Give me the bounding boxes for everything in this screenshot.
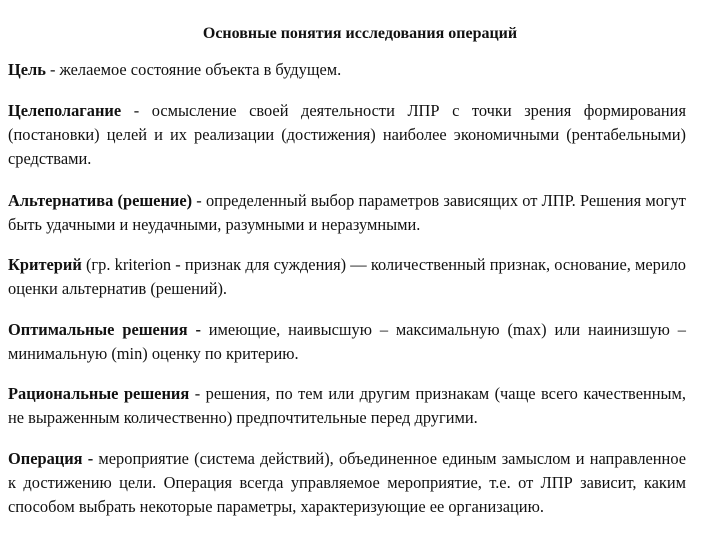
page-title: Основные понятия исследования операций xyxy=(202,25,518,42)
term-goal: Цель xyxy=(8,60,46,79)
definition-rational-solutions xyxy=(8,382,686,430)
definition-goal-text: - желаемое состояние объекта в будущем. xyxy=(45,60,342,79)
definition-alternative-text: - определенный выбор параметров зависящих от ЛПР. Решения могут быть удачными и неудачными, разумными и неразумными. xyxy=(8,191,686,234)
term-criterion: Критерий xyxy=(8,255,82,274)
definition-optimal-solutions-text: имеющие, наивысшую – максимальную (max) или наинизшую – минимальную (min) оценку по критерию. xyxy=(8,320,686,363)
definition-operation xyxy=(8,447,686,519)
definition-criterion xyxy=(8,253,686,301)
definition-alternative xyxy=(8,189,686,237)
definition-optimal-solutions xyxy=(8,318,686,366)
definition-goal-setting-text: - осмысление своей деятельности ЛПР с точки зрения формирования (постановки) целей и их реализации (достижения) наиболее экономичными (рентабельными) средствами. xyxy=(8,101,686,168)
term-optimal-solutions: Оптимальные решения - xyxy=(8,320,201,339)
term-alternative: Альтернатива (решение) xyxy=(8,191,193,210)
definition-rational-solutions-text: - решения, по тем или другим признакам (чаще всего качественным, не выраженным количественно) предпочтительные перед другими. xyxy=(8,384,686,427)
definition-goal-setting xyxy=(8,99,686,171)
definition-criterion-text: (гр. kriterion - признак для суждения) — количественный признак, основание, мерило оценки альтернатив (решений). xyxy=(8,255,686,298)
term-rational-solutions: Рациональные решения xyxy=(8,384,190,403)
term-goal-setting: Целеполагание xyxy=(8,101,122,120)
term-operation: Операция - xyxy=(8,449,94,468)
definition-goal xyxy=(8,58,686,82)
definition-operation-text: мероприятие (система действий), объединенное единым замыслом и направленное к достижению цели. Операция всегда управляемое мероприятие, т.е. от ЛПР зависит, каким способом выбрать некоторые параметры, характеризующие ее организацию. xyxy=(8,449,686,516)
